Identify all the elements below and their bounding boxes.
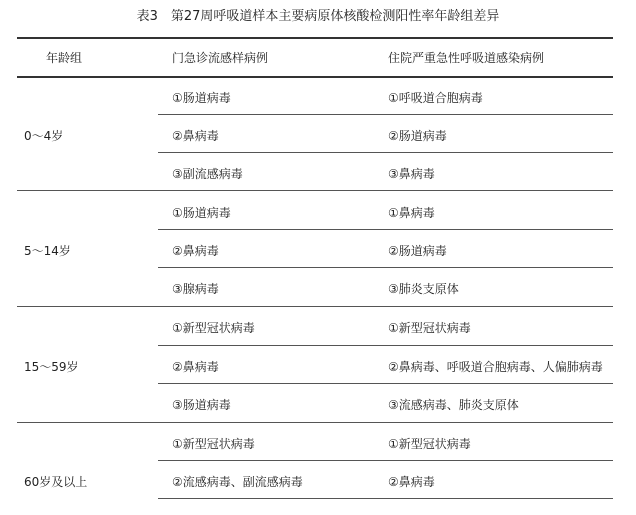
table-cell: ①呼吸道合胞病毒 — [388, 91, 483, 105]
group-divider — [17, 306, 613, 307]
table-cell: ③鼻病毒 — [388, 167, 435, 181]
header-bottom-rule — [17, 76, 613, 78]
table-cell: ①鼻病毒 — [388, 206, 435, 220]
row-divider — [158, 498, 613, 499]
column-header-outpatient-ili: 门急诊流感样病例 — [172, 51, 269, 65]
column-header-inpatient-sari: 住院严重急性呼吸道感染病例 — [388, 51, 545, 65]
table-cell: ②流感病毒、副流感病毒 — [172, 475, 303, 489]
table-cell: ②肠道病毒 — [388, 129, 447, 143]
group-divider — [17, 190, 613, 191]
table-cell: ②鼻病毒 — [172, 244, 219, 258]
table-title: 表3 第27周呼吸道样本主要病原体核酸检测阳性率年龄组差异 — [136, 9, 500, 24]
table-cell: ③肺炎支原体 — [388, 282, 459, 296]
group-divider — [17, 422, 613, 423]
row-divider — [158, 229, 613, 230]
column-header-age-group: 年龄组 — [46, 51, 83, 65]
table-top-rule — [17, 37, 613, 39]
row-divider — [158, 267, 613, 268]
row-divider — [158, 383, 613, 384]
table-cell: ③肠道病毒 — [172, 398, 231, 412]
table-cell: ②鼻病毒、呼吸道合胞病毒、人偏肺病毒 — [388, 360, 603, 374]
age-group-label: 5～14岁 — [24, 244, 71, 258]
table-cell: ②鼻病毒 — [172, 360, 219, 374]
table-cell: ①新型冠状病毒 — [172, 437, 255, 451]
age-group-label: 60岁及以上 — [24, 475, 88, 489]
row-divider — [158, 460, 613, 461]
row-divider — [158, 114, 613, 115]
table-cell: ③流感病毒、肺炎支原体 — [388, 398, 519, 412]
age-group-label: 0～4岁 — [24, 129, 64, 143]
table-cell: ①新型冠状病毒 — [172, 321, 255, 335]
table-cell: ①新型冠状病毒 — [388, 437, 471, 451]
table-cell: ①新型冠状病毒 — [388, 321, 471, 335]
table-cell: ②鼻病毒 — [172, 129, 219, 143]
row-divider — [158, 345, 613, 346]
age-group-label: 15～59岁 — [24, 360, 79, 374]
table-cell: ②肠道病毒 — [388, 244, 447, 258]
table-cell: ③腺病毒 — [172, 282, 219, 296]
table-cell: ①肠道病毒 — [172, 206, 231, 220]
table-cell: ②鼻病毒 — [388, 475, 435, 489]
table-cell: ①肠道病毒 — [172, 91, 231, 105]
row-divider — [158, 152, 613, 153]
table-cell: ③副流感病毒 — [172, 167, 243, 181]
